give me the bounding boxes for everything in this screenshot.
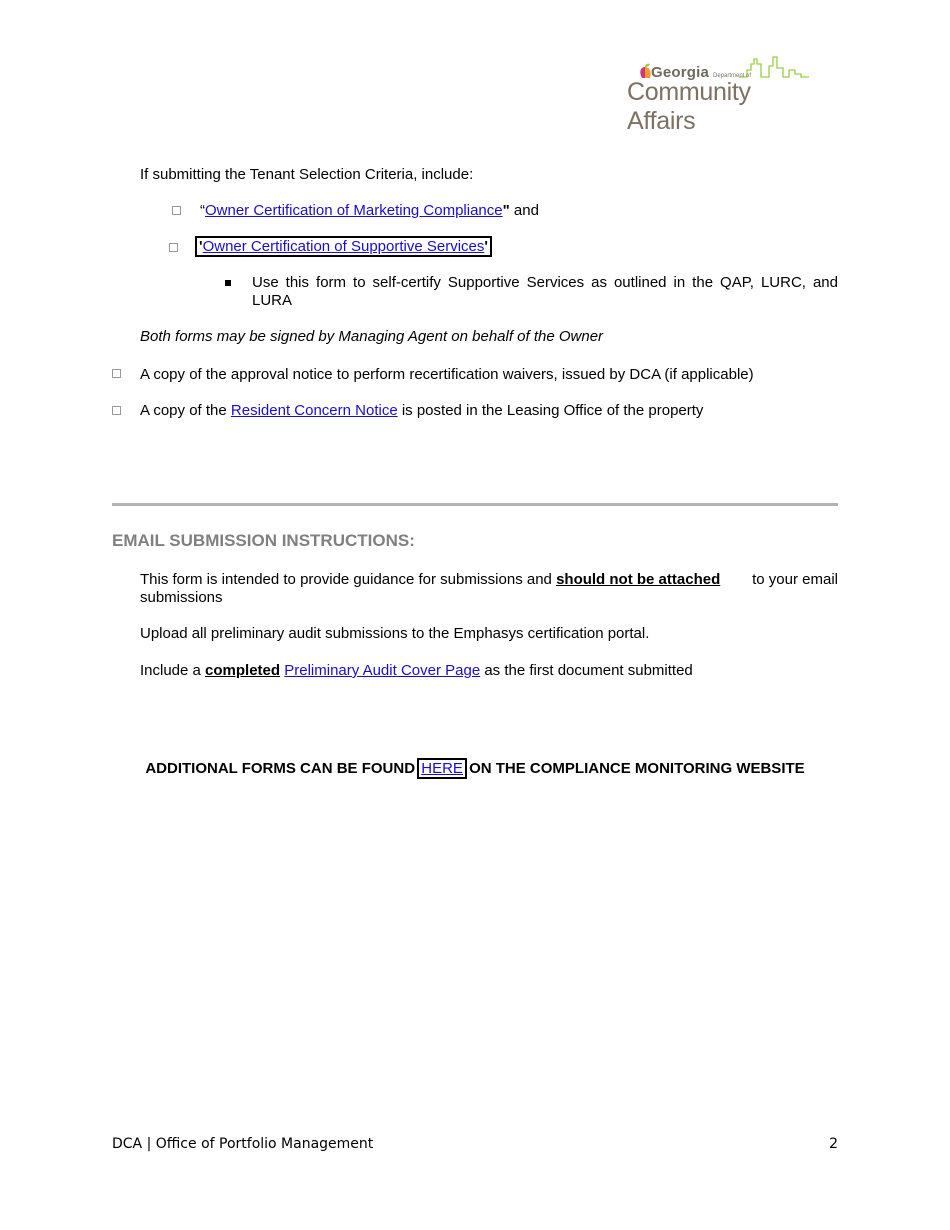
supportive-services-note: Use this form to self-certify Supportive Services as outlined in the QAP, LURC, and LURA bbox=[252, 274, 838, 309]
dca-logo bbox=[627, 56, 812, 135]
approval-notice-item: A copy of the approval notice to perform recertification waivers, issued by DCA (if applicable) bbox=[140, 366, 754, 383]
email-paragraph-2: Upload all preliminary audit submissions to the Emphasys certification portal. bbox=[140, 625, 650, 642]
tenant-intro: If submitting the Tenant Selection Criteria, include: bbox=[140, 166, 474, 183]
additional-forms-line bbox=[0, 760, 950, 777]
and-text: and bbox=[509, 202, 539, 219]
logo-georgia: Georgia bbox=[651, 64, 710, 81]
supportive-services-item bbox=[197, 238, 490, 255]
checkbox-icon bbox=[172, 206, 181, 215]
text: Include a bbox=[140, 662, 206, 679]
section-divider bbox=[112, 503, 838, 506]
open-quote: “ bbox=[200, 202, 205, 219]
text: This form is intended to provide guidance for submissions and bbox=[140, 571, 557, 588]
resident-concern-link[interactable]: Resident Concern Notice bbox=[230, 402, 398, 419]
bullet-icon bbox=[225, 280, 231, 286]
text: ADDITIONAL FORMS CAN BE FOUND bbox=[145, 760, 420, 777]
email-paragraph-1 bbox=[140, 571, 838, 607]
signing-note: Both forms may be signed by Managing Agent on behalf of the Owner bbox=[140, 328, 604, 345]
marketing-compliance-link[interactable]: Owner Certification of Marketing Compliance bbox=[205, 202, 503, 219]
text: as the first document submitted bbox=[480, 662, 693, 679]
p1-first-part bbox=[140, 571, 720, 589]
cover-page-link[interactable]: Preliminary Audit Cover Page bbox=[284, 662, 481, 679]
checkbox-icon bbox=[112, 369, 121, 378]
logo-community-affairs: Community Affairs bbox=[627, 78, 751, 135]
logo-department: Department of bbox=[713, 73, 752, 79]
text: is posted in the Leasing Office of the property bbox=[397, 402, 704, 419]
here-link[interactable]: HERE bbox=[421, 760, 463, 777]
resident-concern-item bbox=[140, 402, 703, 419]
supportive-services-link[interactable]: Owner Certification of Supportive Services bbox=[202, 238, 485, 255]
footer-left: DCA | Office of Portfolio Management bbox=[112, 1136, 374, 1152]
close-quote: ' bbox=[484, 238, 488, 255]
text: to your email bbox=[747, 571, 838, 588]
email-paragraph-1-line1 bbox=[140, 571, 838, 589]
checkbox-icon bbox=[169, 243, 178, 252]
checkbox-icon bbox=[112, 406, 121, 415]
email-heading: EMAIL SUBMISSION INSTRUCTIONS: bbox=[112, 531, 415, 550]
text: ON THE COMPLIANCE MONITORING WEBSITE bbox=[464, 760, 805, 777]
open-quote: ' bbox=[199, 238, 203, 255]
text: A copy of the bbox=[140, 402, 231, 419]
emphasis: completed bbox=[205, 662, 281, 679]
page-number: 2 bbox=[829, 1136, 838, 1152]
email-paragraph-3 bbox=[140, 662, 693, 679]
emphasis: should not be attached bbox=[556, 571, 721, 588]
close-quote: " bbox=[502, 202, 510, 219]
email-paragraph-1-line2: submissions bbox=[140, 589, 223, 606]
marketing-compliance-item bbox=[200, 202, 539, 219]
